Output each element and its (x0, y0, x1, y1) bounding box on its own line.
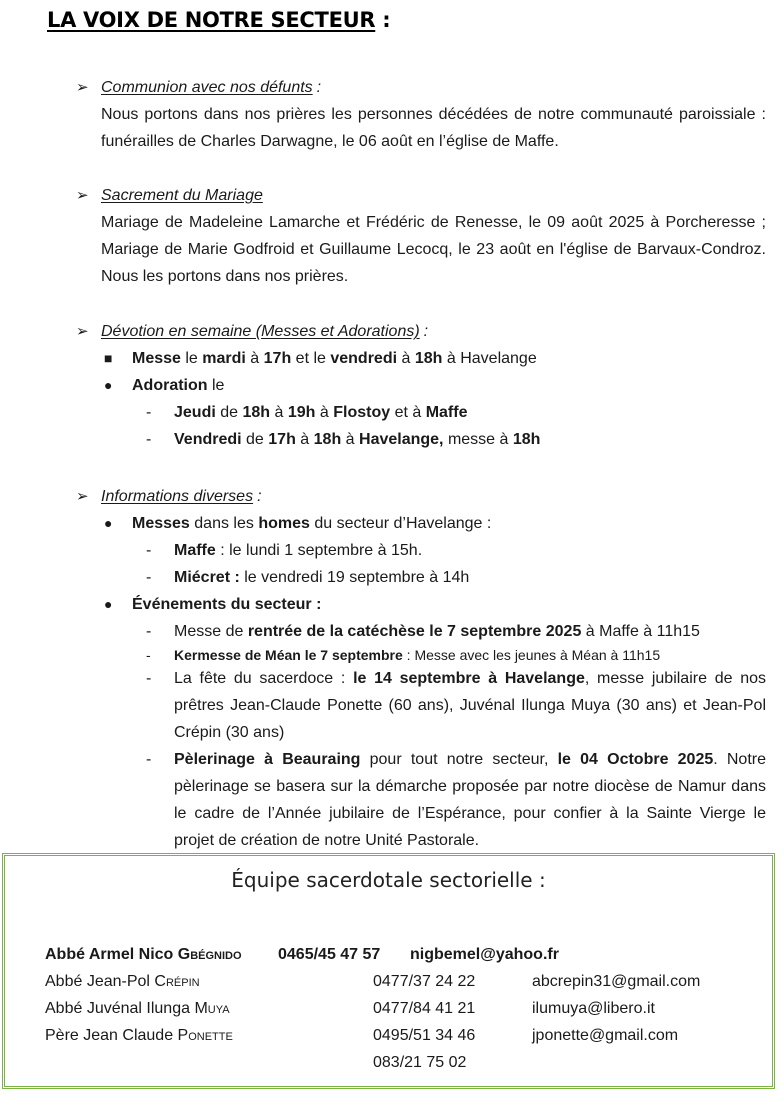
section-infos: ➢ Informations diverses : ● Messes dans les homes du secteur d’Havelange : - Maffe : le lundi 1 septembre à 15h. - Miécret : le vendredi 19 septembre à 14h ● Événements du secteur : - Messe de rentrée de la catéchèse le 7 septembre 2025 à Maffe à 11h15 - Kermesse de Méan le 7 septembre : Messe avec les jeunes à Méan à 11h15 - La fête du sacerdoce : le 14 septembre à Havelange, messe jubilaire de nos prêtres Jean-Claude Ponette (60 ans), Juvénal Ilunga Muya (30 ans) et Jean-Pol Crépin (30 ans) - Pèlerinage à Beauraing pour tout notre secteur, le 04 Octobre 2025. Notre pèlerinage se basera sur la démarche proposée par notre diocèse de Namur dans le cadre de l’Année jubilaire de l’Espérance, pour confier à la Sainte Vierge le projet de création de notre Unité Pastorale. (76, 483, 766, 854)
list-item-kermesse: - Kermesse de Méan le 7 septembre : Messe avec les jeunes à Méan à 11h15 (146, 647, 661, 663)
arrow-bullet-icon: ➢ (76, 187, 89, 204)
list-item-adoration: ● Adoration le (104, 372, 766, 399)
team-title: Équipe sacerdotale sectorielle : (231, 868, 546, 892)
section-devotion: ➢ Dévotion en semaine (Messes et Adorations) : ■ Messe le mardi à 17h et le vendredi à 18h à Havelange ● Adoration le - Jeudi de 18h à 19h à Flostoy et à Maffe - Vendredi de 17h à 18h à Havelange, messe à 18h (76, 318, 766, 453)
contact-name: Abbé Armel Nico Gbégnido (45, 946, 242, 963)
contact-name: Abbé Jean-Pol Crépin (45, 973, 200, 990)
arrow-bullet-icon: ➢ (76, 79, 89, 96)
contact-email[interactable]: nigbemel@yahoo.fr (410, 946, 559, 963)
contact-row (45, 1027, 765, 1054)
list-item-pelerinage: - Pèlerinage à Beauraing pour tout notre secteur, le 04 Octobre 2025. Notre pèlerinage se basera sur la démarche proposée par notre diocèse de Namur dans le cadre de l’Année jubilaire de l’Espérance, pour confier à la Sainte Vierge le projet de création de notre Unité Pastorale. (146, 751, 767, 849)
arrow-bullet-icon: ➢ (76, 323, 89, 340)
contact-phone: 0495/51 34 46 (373, 1027, 476, 1044)
contact-row (45, 946, 765, 973)
list-item-miecret: - Miécret : le vendredi 19 septembre à 14h (146, 569, 470, 586)
section-title: Communion avec nos défunts (101, 79, 313, 96)
contact-row (45, 973, 765, 1000)
round-bullet-icon: ● (104, 377, 113, 393)
square-bullet-icon: ■ (104, 350, 113, 366)
contact-phone: 0477/84 41 21 (373, 1000, 476, 1017)
list-item-jeudi: - Jeudi de 18h à 19h à Flostoy et à Maffe (146, 404, 468, 421)
section-text: Mariage de Madeleine Lamarche et Frédéric de Renesse, le 09 août 2025 à Porcheresse ; Mariage de Marie Godfroid et Guillaume Lecocq, le 23 août en l'église de Barvaux-Condroz. Nous les portons dans nos prières. (101, 214, 766, 285)
list-item-messe: ■ Messe le mardi à 17h et le vendredi à 18h à Havelange (104, 345, 766, 372)
arrow-bullet-icon: ➢ (76, 488, 89, 505)
section-title: Sacrement du Mariage (101, 187, 263, 204)
contact-email[interactable]: ilumuya@libero.it (532, 1000, 655, 1017)
section-title: Dévotion en semaine (Messes et Adorations) (101, 323, 420, 340)
list-item-vendredi: - Vendredi de 17h à 18h à Havelange, messe à 18h (146, 431, 541, 448)
section-text: Nous portons dans nos prières les personnes décédées de notre communauté paroissiale : funérailles de Charles Darwagne, le 06 août en l’église de Maffe. (101, 106, 766, 150)
round-bullet-icon: ● (104, 596, 113, 612)
contact-phone: 0465/45 47 57 (278, 946, 381, 963)
round-bullet-icon: ● (104, 515, 113, 531)
contact-phone: 083/21 75 02 (373, 1054, 467, 1071)
contact-row-extra (45, 1054, 765, 1081)
contact-email[interactable]: abcrepin31@gmail.com (532, 973, 701, 990)
contact-row (45, 1000, 765, 1027)
section-title: Informations diverses (101, 488, 254, 505)
page-title: LA VOIX DE NOTRE SECTEUR : (47, 8, 391, 32)
section-mariage (76, 182, 766, 290)
contact-name: Père Jean Claude Ponette (45, 1027, 233, 1044)
page-title-text: LA VOIX DE NOTRE SECTEUR (47, 8, 376, 32)
list-item-evenements: ● Événements du secteur : (104, 591, 766, 618)
section-communion: ➢ Communion avec nos défunts : Nous portons dans nos prières les personnes décédées de notre communauté paroissiale : funérailles de Charles Darwagne, le 06 août en l’église de Maffe. (76, 74, 766, 155)
list-item-messes: ● Messes dans les homes du secteur d’Havelange : (104, 510, 766, 537)
list-item-maffe: - Maffe : le lundi 1 septembre à 15h. (146, 542, 423, 559)
list-item-fete: - La fête du sacerdoce : le 14 septembre à Havelange, messe jubilaire de nos prêtres Jean-Claude Ponette (60 ans), Juvénal Ilunga Muya (30 ans) et Jean-Pol Crépin (30 ans) (146, 670, 766, 741)
list-item-rentree: - Messe de rentrée de la catéchèse le 7 septembre 2025 à Maffe à 11h15 (146, 623, 700, 640)
contact-email[interactable]: jponette@gmail.com (532, 1027, 679, 1044)
contact-name: Abbé Juvénal Ilunga Muya (45, 1000, 230, 1017)
contact-phone: 0477/37 24 22 (373, 973, 476, 990)
